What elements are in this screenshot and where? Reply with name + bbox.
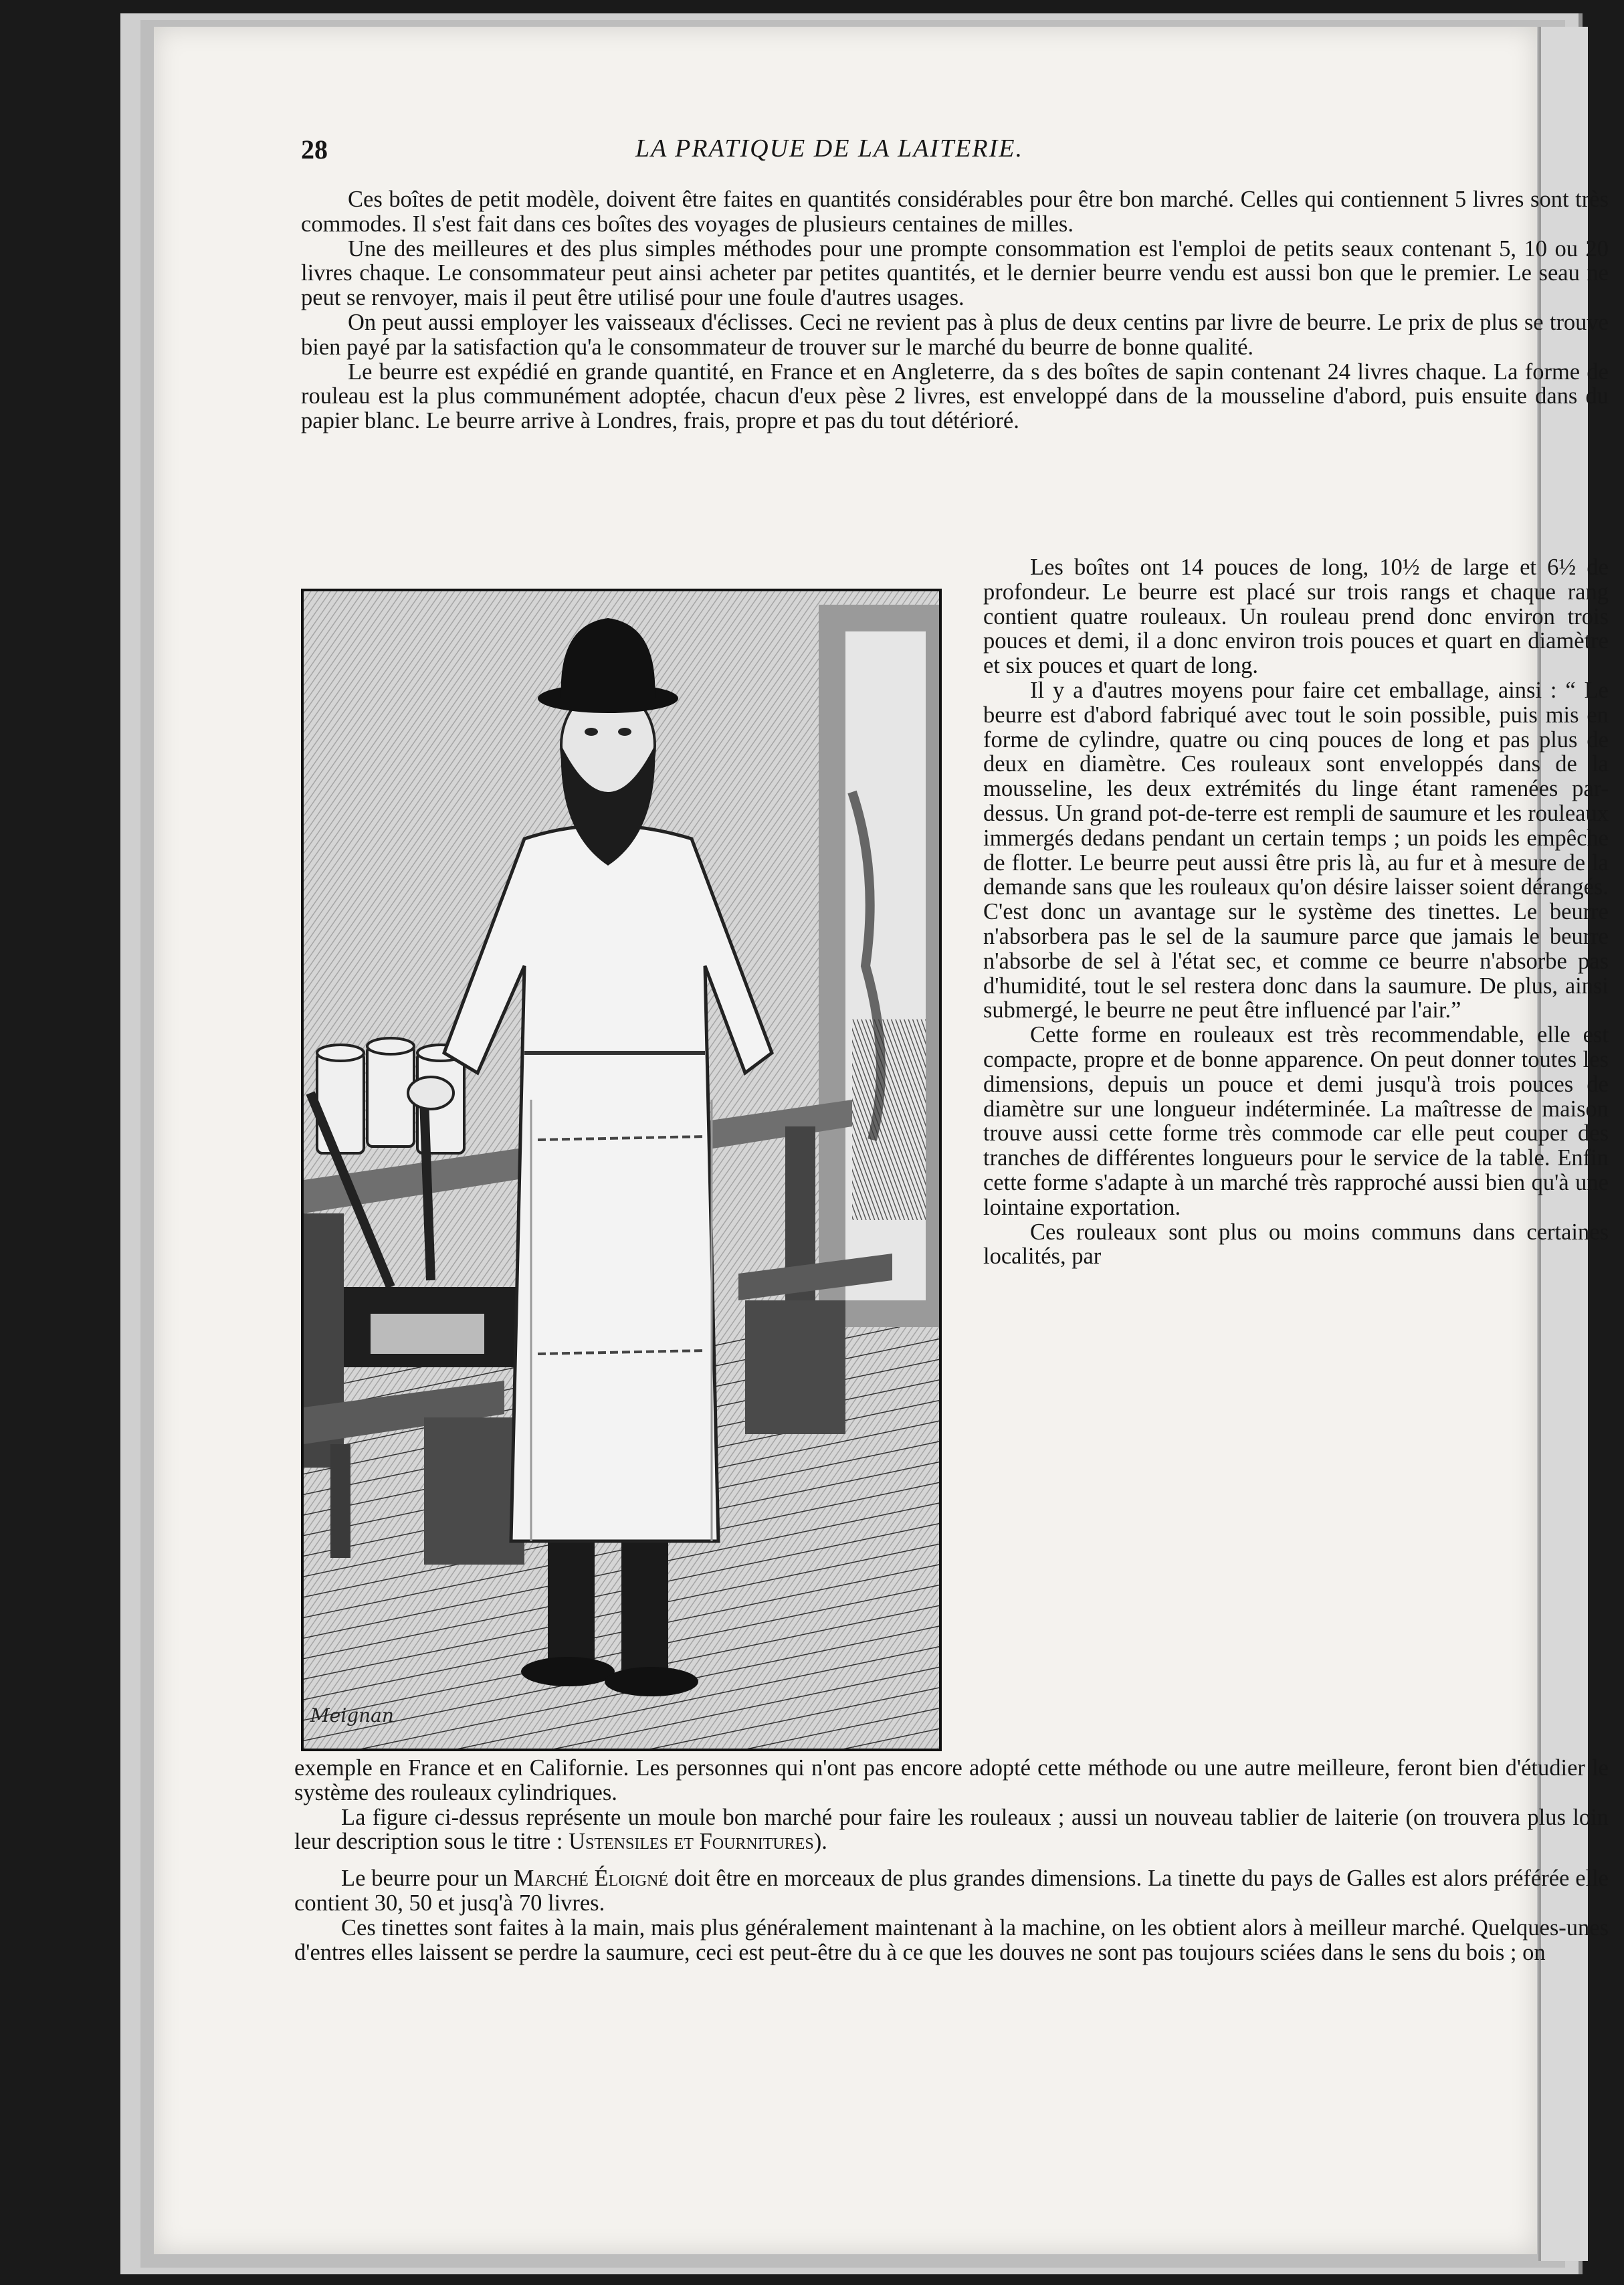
engraving-drawing (304, 591, 939, 1749)
paragraph: Ces boîtes de petit modèle, doivent être faites en quantités considérables pour être bon marché. Celles qui contiennent 5 livres sont très commodes. Il s'est fait dans ces boîtes des voyages de plusieurs centaines de milles. (301, 187, 1609, 237)
bottom-text-block (294, 1756, 1609, 1965)
paragraph: Il y a d'autres moyens pour faire cet emballage, ainsi : “ Le beurre est d'abord fabriqué avec tout le soin possible, puis mis en forme de cylindre, quatre ou cinq pouces de long et pas plus de deux en diamètre. Ces rouleaux sont enveloppés dans de la mousseline, les deux extrémités du linge étant ramenées par-dessus. Un grand pot-de-terre est rempli de saumure et les rouleaux immergés dedans pendant un certain temps ; un poids les empêche de flotter. Le beurre peut aussi être pris là, au fur et à mesure de la demande sans que les rouleaux qu'on désire laisser soient dérangés. C'est donc un avantage sur le système des tinettes. Le beurre n'absorbera pas le sel de la saumure parce que jamais le beurre n'absorbe de sel à l'état sec, et comme ce beurre n'absorbe pas d'humidité, tout le sel restera donc dans la saumure. De plus, ainsi submergé, le beurre ne peut être influencé par l'air.” (983, 677, 1609, 1023)
paragraph: Cette forme en rouleaux est très recommendable, elle est compacte, propre et de bonne apparence. On peut donner toutes les dimensions, depuis un pouce et demi jusqu'à trois pouces de diamètre sur une longueur indéterminée. La maîtresse de maison trouve aussi cette forme très commode car elle peut couper des tranches de différentes longueurs pour le service de la table. Enfin cette forme s'adapte à un marché très rapproché aussi bien qu'à une lointaine exportation. (983, 1022, 1609, 1220)
figure-note-text: La figure ci-dessus représente un moule bon marché pour faire les rouleaux ; aussi un nouveau tablier de laiterie (on trouvera plus loin leur description sous le titre : (294, 1804, 1609, 1855)
market-term: Marché Éloigné (513, 1866, 668, 1892)
document-page (154, 27, 1609, 2254)
engraver-signature: Meignan (310, 1704, 394, 1726)
paragraph: Les boîtes ont 14 pouces de long, 10½ de large et 6½ de profondeur. Le beurre est placé sur trois rangs et chaque rang contient quatre rouleaux. Un rouleau prend donc environ trois pouces et demi, il a donc environ trois pouces et quart en diamètre et six pouces et quart de long. (983, 555, 1609, 679)
figure-note-end: ). (813, 1829, 827, 1855)
paragraph: Ces rouleaux sont plus ou moins communs dans certaines localités, par (983, 1219, 1609, 1270)
market-text-end: doit être en morceaux de plus grandes dimensions. La tinette du pays de Galles est alors préférée elle contient 30, 50 et jusq'à 70 livres. (294, 1866, 1609, 1916)
side-text-column (983, 555, 1609, 1269)
market-text: Le beurre pour un (341, 1866, 514, 1892)
running-head (154, 134, 1537, 174)
paragraph: Une des meilleures et des plus simples méthodes pour une prompte consommation est l'emploi de petits seaux contenant 5, 10 ou 20 livres chaque. Le consommateur peut ainsi acheter par petites quantités, et le dernier beurre vendu est aussi bon que le premier. Le seau ne peut se renvoyer, mais il peut être utilisé pour une foule d'autres usages. (301, 235, 1609, 311)
paragraph-figure-note (294, 1805, 1609, 1855)
section-reference: Ustensiles et Fournitures (569, 1829, 814, 1855)
page-number: 28 (301, 134, 328, 165)
paragraph-tinettes: Ces tinettes sont faites à la main, mais plus généralement maintenant à la machine, on les obtient alors à meilleur marché. Quelques-unes d'entres elles laissent se perdre la saumure, ceci est peut-être du à ce que les douves ne sont pas toujours sciées dans le sens du bois ; on (294, 1914, 1609, 1965)
engraving-illustration (301, 589, 942, 1751)
top-text-block (301, 187, 1609, 433)
paragraph: Le beurre est expédié en grande quantité, en France et en Angleterre, da s des boîtes de sapin contenant 24 livres chaque. La forme de rouleau est la plus communément adoptée, chacun d'eux pèse 2 livres, est enveloppé dans de la mousseline d'abord, puis ensuite dans du papier blanc. Le beurre arrive à Londres, frais, propre et pas du tout détérioré. (301, 359, 1609, 434)
paragraph-distant-market (294, 1866, 1609, 1916)
paragraph: On peut aussi employer les vaisseaux d'éclisses. Ceci ne revient pas à plus de deux centins par livre de beurre. Le prix de plus se trouve bien payé par la satisfaction qu'a le consommateur de trouver sur le marché du beurre de bonne qualité. (301, 309, 1609, 360)
paragraph-continuation: exemple en France et en Californie. Les personnes qui n'ont pas encore adopté cette méthode ou une autre meilleure, feront bien d'étudier le système des rouleaux cylindriques. (294, 1755, 1609, 1805)
running-title: LA PRATIQUE DE LA LAITERIE. (635, 134, 1024, 163)
